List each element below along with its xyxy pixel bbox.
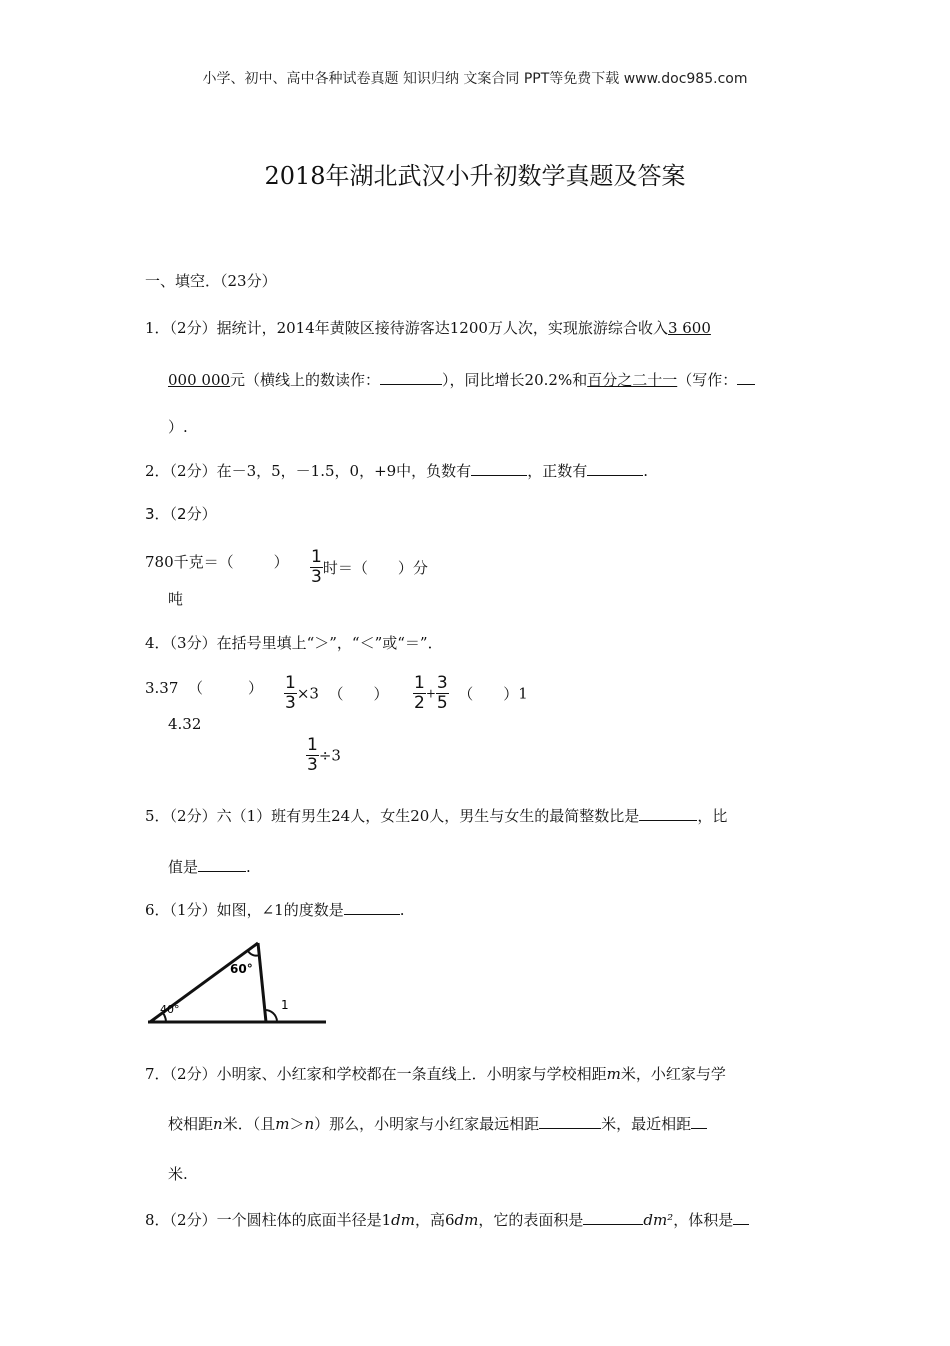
question-6 xyxy=(145,899,404,920)
q7-op: ＞ xyxy=(289,1115,305,1133)
question-5-line-1 xyxy=(145,805,727,826)
page-title: 2018年湖北武汉小升初数学真题及答案 xyxy=(264,162,686,190)
q7-text: 7．（2分）小明家、小红家和学校都在一条直线上．小明家与学校相距 xyxy=(145,1065,607,1083)
page-header: 小学、初中、高中各种试卷真题 知识归纳 文案合同 PPT等免费下载 www.doc985.com xyxy=(202,71,748,87)
question-1-line-3: ）. xyxy=(168,418,188,436)
q8-answer-blank-1[interactable] xyxy=(583,1210,643,1225)
q5-answer-blank-2[interactable] xyxy=(198,857,246,872)
q7-var-m: m xyxy=(275,1115,290,1133)
q4-fraction-one-third: $\frac{1}{3}$ xyxy=(307,735,318,775)
q3-item-1 xyxy=(145,551,289,572)
q7-text: 米，小红家与学 xyxy=(620,1065,726,1083)
q4-answer-paren-3[interactable]: （ ） xyxy=(458,685,519,703)
question-2 xyxy=(145,460,648,481)
q4-compare-2-right xyxy=(306,736,341,775)
q8-text: ，它的表面积是 xyxy=(478,1211,584,1229)
q4-fraction-one-third: $\frac{1}{3}$ xyxy=(285,673,296,713)
q8-unit-squared: dm² xyxy=(643,1211,674,1229)
angle-label-1: 1 xyxy=(281,998,289,1012)
question-8 xyxy=(145,1209,749,1230)
q4-answer-paren-1[interactable]: （ ） xyxy=(187,679,263,697)
q1-text: （写作： xyxy=(677,371,738,389)
angle-label-60: 60° xyxy=(230,962,253,976)
q2-answer-blank-2[interactable] xyxy=(587,461,643,476)
question-7-line-3: 米. xyxy=(168,1165,188,1183)
q4-op: ÷3 xyxy=(318,746,341,765)
q5-answer-blank-1[interactable] xyxy=(639,806,697,821)
q4-value: 3.37 xyxy=(145,679,179,697)
angle-label-40: 40° xyxy=(160,1003,180,1016)
q1-text: 元（横线上的数读作： xyxy=(230,371,381,389)
question-7-line-1 xyxy=(145,1063,726,1084)
q4-compare-3 xyxy=(413,674,528,713)
question-7-line-2 xyxy=(168,1113,707,1134)
q4-answer-paren-2[interactable]: （ ） xyxy=(328,685,389,703)
q4-fraction-three-fifths: $\frac{3}{5}$ xyxy=(436,673,448,713)
question-4: 4．（3分）在括号里填上“＞”，“＜”或“＝”． xyxy=(145,634,443,652)
q7-text: ）那么，小明家与小红家最远相距 xyxy=(314,1115,540,1133)
q2-text: ，正数有 xyxy=(527,462,588,480)
q8-text: 8．（2分）一个圆柱体的底面半径是1 xyxy=(145,1211,392,1229)
q3-item1-text: 780千克＝（ xyxy=(145,553,234,571)
q7-var-n: n xyxy=(213,1115,223,1133)
q1-answer-blank-2[interactable] xyxy=(737,370,755,385)
triangle-figure xyxy=(140,935,330,1030)
q2-answer-blank-1[interactable] xyxy=(471,461,527,476)
q3-item1-text: ） xyxy=(273,553,289,571)
q6-text: . xyxy=(399,901,405,919)
q3-item-2 xyxy=(310,548,428,587)
q1-number-part2: 000 000 xyxy=(168,371,231,389)
q4-value: 1 xyxy=(518,684,528,703)
q3-item-1-unit: 吨 xyxy=(168,590,184,608)
q3-fraction: $\frac{1}{3}$ xyxy=(311,547,322,587)
q1-prefix: 1．（2分）据统计，2014年黄陂区接待游客达1200万人次，实现旅游综合收入 xyxy=(145,319,668,337)
question-5-line-2 xyxy=(168,856,251,877)
q4-compare-2 xyxy=(284,674,389,713)
question-3-label: 3．（2分） xyxy=(145,505,217,523)
q8-text: ，高6 xyxy=(414,1211,455,1229)
q1-answer-blank-1[interactable] xyxy=(380,370,442,385)
q7-text: 米，最近相距 xyxy=(601,1115,692,1133)
q8-unit: dm xyxy=(391,1211,415,1229)
q7-text: 米．（且 xyxy=(222,1115,276,1133)
q4-op: + xyxy=(425,686,436,701)
q4-fraction-one-half: $\frac{1}{2}$ xyxy=(414,673,425,713)
q1-number-part1: 3 600 xyxy=(667,319,711,337)
q1-text: ），同比增长20.2%和 xyxy=(442,371,588,389)
q4-compare-1-right: 4.32 xyxy=(168,715,202,733)
q5-text: 值是 xyxy=(168,858,199,876)
q7-var-m: m xyxy=(606,1065,621,1083)
q8-unit: dm xyxy=(454,1211,479,1229)
q7-text: 校相距 xyxy=(168,1115,214,1133)
section-heading: 一、填空．（23分） xyxy=(145,272,277,290)
q6-text: 6．（1分）如图，∠1的度数是 xyxy=(145,901,344,919)
q7-var-n: n xyxy=(304,1115,315,1133)
q6-answer-blank[interactable] xyxy=(344,900,400,915)
q4-compare-1-left xyxy=(145,677,263,698)
q5-text: . xyxy=(246,858,251,876)
q2-text: 2．（2分）在－3，5，－1.5，0，+9中，负数有 xyxy=(145,462,472,480)
q3-item2-text: 时＝（ ）分 xyxy=(322,559,428,577)
q7-answer-blank-2[interactable] xyxy=(691,1114,707,1129)
q8-text: ，体积是 xyxy=(673,1211,734,1229)
question-1-line-2 xyxy=(168,369,755,390)
q8-answer-blank-2[interactable] xyxy=(733,1210,749,1225)
q7-answer-blank-1[interactable] xyxy=(539,1114,601,1129)
q5-text: ，比 xyxy=(697,807,728,825)
q1-percent-word: 百分之二十一 xyxy=(587,371,678,389)
question-1-line-1 xyxy=(145,317,711,338)
q2-text: . xyxy=(643,462,648,480)
q4-op: ×3 xyxy=(296,684,319,703)
q5-text: 5．（2分）六（1）班有男生24人，女生20人，男生与女生的最简整数比是 xyxy=(145,807,640,825)
